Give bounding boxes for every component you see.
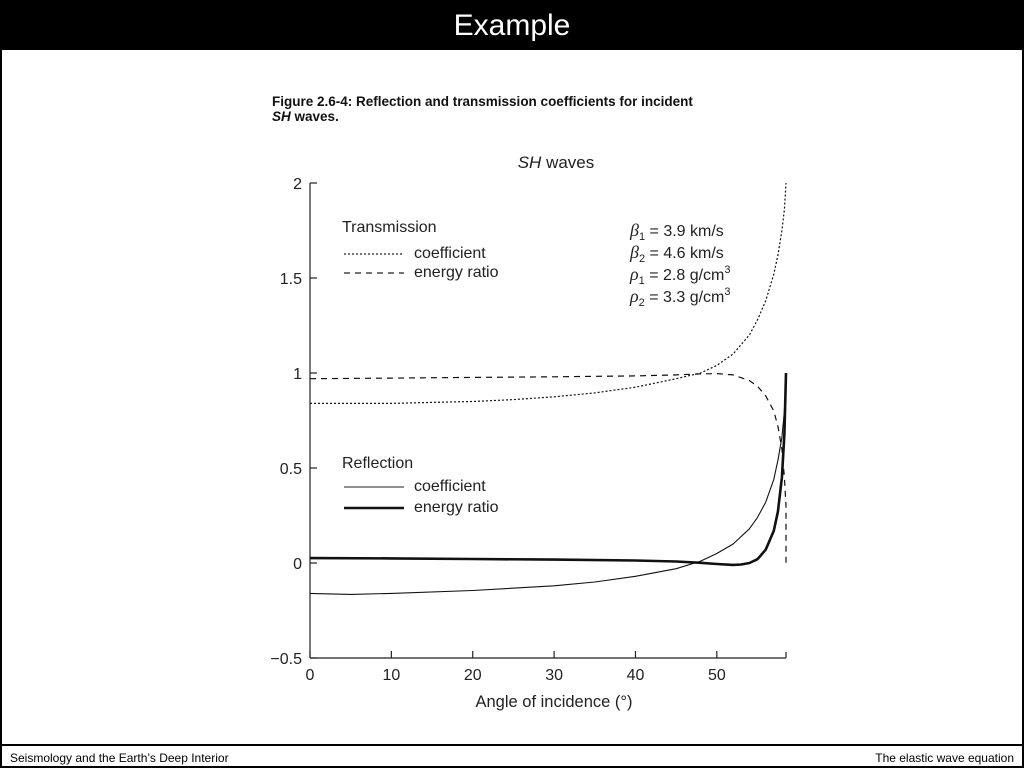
caption-sh: SH — [272, 109, 291, 124]
footer-left: Seismology and the Earth’s Deep Interior — [10, 751, 229, 765]
x-tick-label: 0 — [305, 667, 315, 684]
caption-rest: waves. — [290, 109, 339, 124]
x-axis-label: Angle of incidence (°) — [475, 693, 633, 711]
parameter-text: $\rho_1 = 2.8$ $g/cm^3$ — [630, 264, 731, 287]
slide-content — [2, 50, 1022, 744]
legend-reflection-energy-label: energy ratio — [414, 499, 499, 516]
x-tick-label: 20 — [463, 667, 482, 684]
legend-transmission-energy-label: energy ratio — [414, 264, 499, 281]
legend-transmission-coefficient-label: coefficient — [414, 245, 486, 262]
y-tick-label: 1 — [293, 366, 302, 383]
legend-reflection-coefficient-label: coefficient — [414, 478, 486, 495]
caption-line-1: Figure 2.6-4: Reflection and transmission coefficients for incident — [272, 94, 693, 109]
parameter-text: $\rho_2 = 3.3$ $g/cm^3$ — [630, 286, 731, 309]
footer-right: The elastic wave equation — [875, 751, 1014, 765]
x-tick-label: 30 — [545, 667, 564, 684]
chart-title-rest: waves — [541, 153, 595, 172]
chart-legend — [342, 219, 499, 516]
slide-footer — [2, 746, 1022, 766]
y-tick-label: 2 — [293, 176, 302, 193]
chart-title-italic: SH — [517, 153, 542, 172]
x-tick-label: 40 — [626, 667, 645, 684]
chart-title — [518, 153, 595, 172]
slide-title: Example — [453, 9, 571, 42]
y-tick-label: 0.5 — [279, 461, 302, 478]
y-tick-label: 1.5 — [279, 271, 302, 288]
slide-title-bar — [0, 0, 1024, 50]
chart-svg — [2, 50, 1022, 744]
chart-parameters — [629, 220, 730, 309]
y-tick-label: −0.5 — [270, 651, 302, 668]
x-tick-label: 50 — [707, 667, 726, 684]
x-tick-label: 10 — [382, 667, 401, 684]
legend-transmission-heading: Transmission — [342, 219, 437, 236]
parameter-text: $\beta_1 = 3.9$ km/s — [630, 220, 724, 243]
y-tick-label: 0 — [293, 556, 302, 573]
parameter-text: $\beta_2 = 4.6$ km/s — [630, 242, 724, 265]
legend-reflection-heading: Reflection — [342, 455, 414, 472]
series-line-2 — [310, 373, 786, 594]
